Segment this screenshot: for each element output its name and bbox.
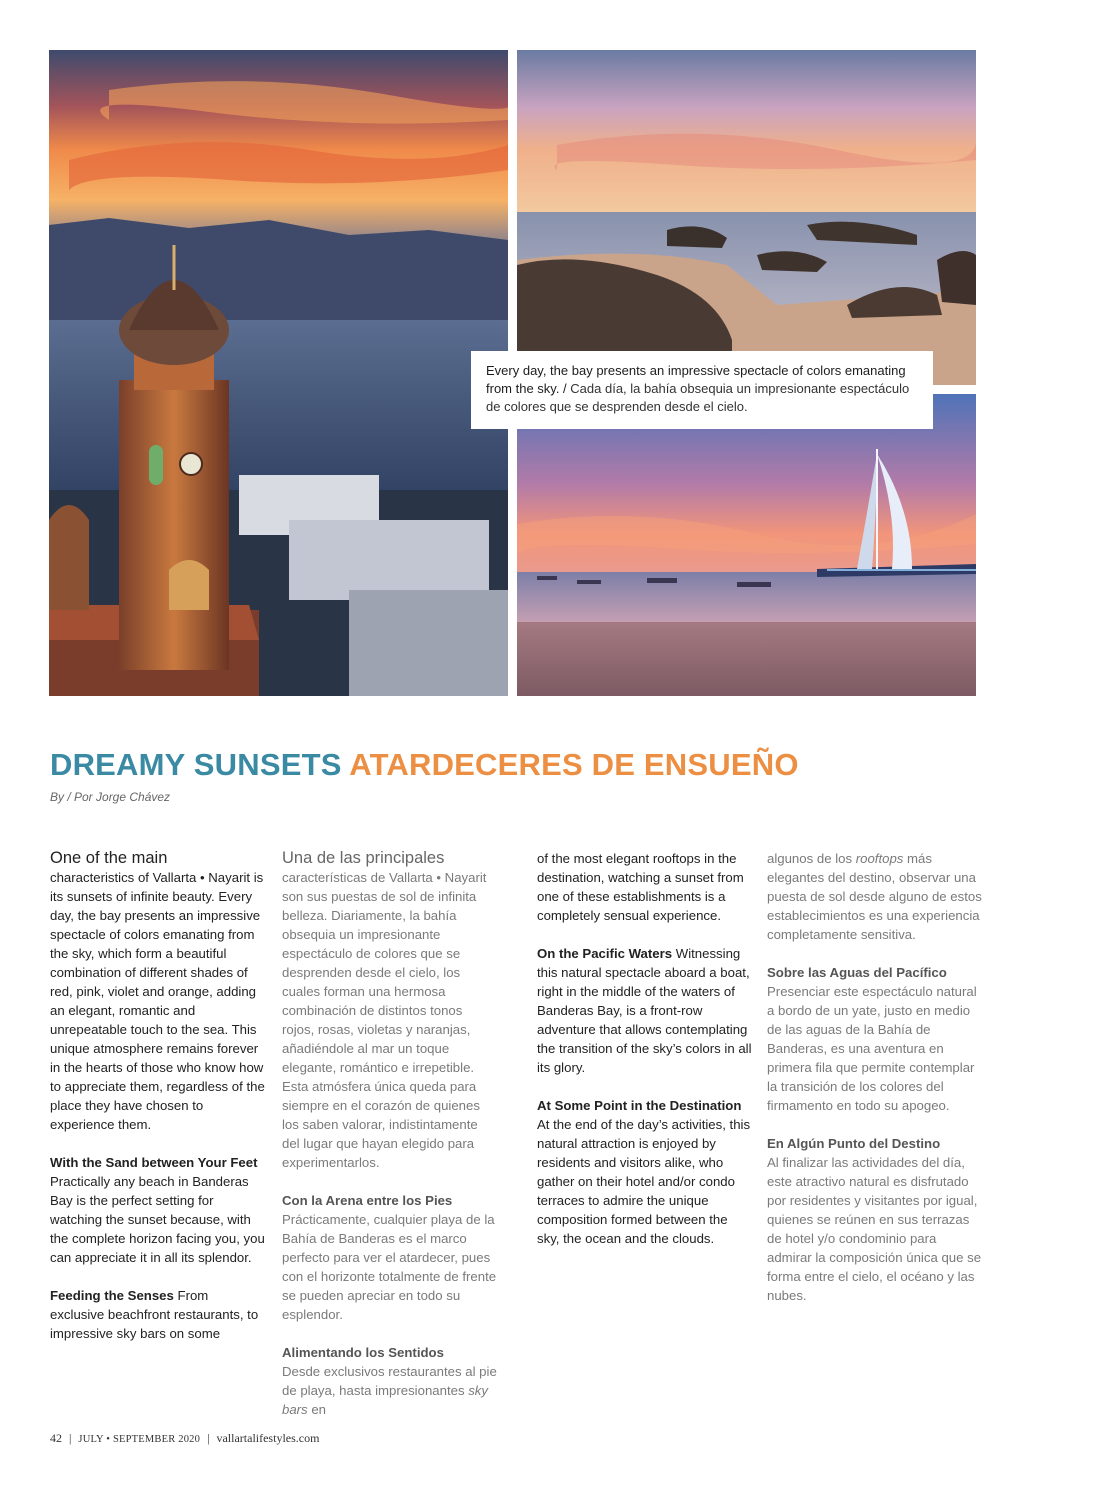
subheading: Con la Arena entre los Pies — [282, 1193, 453, 1208]
issue-date: JULY • SEPTEMBER 2020 — [78, 1434, 201, 1445]
page-footer — [50, 1431, 319, 1446]
paragraph-text: of the most elegant rooftops in the destination, watching a sunset from one of these establishments is a completely sensual experience. — [537, 851, 744, 923]
paragraph-text: Practically any beach in Banderas Bay is the perfect setting for watching the sunset because, with the complete horizon facing you, you can appreciate it in all its splendor. — [50, 1174, 265, 1265]
italic-term: sky bars — [282, 1383, 488, 1417]
subheading: At Some Point in the Destination — [537, 1098, 742, 1113]
column-english-1 — [50, 848, 265, 1362]
website-link[interactable]: vallartalifestyles.com — [216, 1431, 320, 1445]
paragraph-text: characteristics of Vallarta • Nayarit is its sunsets of infinite beauty. Every day, the bay presents an impressive spectacle of colors emanating from the sky, which form a beautiful combination of different shades of red, pink, violet and orange, adding an elegant, romantic and unrepeatable touch to the sea. This unique atmosphere remains forever in the hearts of those who know how to appreciate them, regardless of the place they have chosen to experience them. — [50, 870, 265, 1132]
church-sunset-photo — [49, 50, 508, 696]
subheading: On the Pacific Waters — [537, 946, 673, 961]
column-english-2 — [537, 849, 752, 1267]
column-spanish-2 — [767, 849, 982, 1324]
rocky-beach-sunset-photo — [517, 50, 976, 385]
paragraph-text: Witnessing this natural spectacle aboard a boat, right in the middle of the waters of Banderas Bay, is a front-row adventure that allows contemplating the transition of the sky’s colors in all its glory. — [537, 946, 752, 1075]
title-spanish: ATARDECERES DE ENSUEÑO — [349, 747, 799, 782]
paragraph-text: Presenciar este espectáculo natural a bordo de un yate, justo en medio de las aguas de la Bahía de Banderas, es una aventura en primera fila que permite contemplar la transición de los colores del firmamento en todo su apogeo. — [767, 984, 977, 1113]
subheading: En Algún Punto del Destino — [767, 1136, 941, 1151]
paragraph — [282, 848, 497, 1172]
paragraph — [537, 1096, 752, 1248]
paragraph-text: Desde exclusivos restaurantes al pie de playa, hasta impresionantes — [282, 1364, 497, 1398]
subheading: With the Sand between Your Feet — [50, 1155, 258, 1170]
paragraph — [767, 963, 982, 1115]
paragraph-text: At the end of the day’s activities, this natural attraction is enjoyed by residents and visitors alike, who gather on their hotel and/or condo terraces to admire the unique composition formed between the sky, the ocean and the clouds. — [537, 1117, 751, 1246]
paragraph-text: Prácticamente, cualquier playa de la Bahía de Banderas es el marco perfecto para ver el atardecer, pues con el horizonte totalmente de frente se pueden apreciar en todo su esplendor. — [282, 1212, 497, 1322]
paragraph-text: más elegantes del destino, observar una puesta de sol desde alguno de estos establecimientos es una experiencia completamente sensitiva. — [767, 851, 982, 942]
separator: | — [207, 1431, 210, 1445]
italic-term: rooftops — [855, 851, 904, 866]
paragraph-text: algunos de los — [767, 851, 856, 866]
paragraph — [282, 1343, 497, 1419]
paragraph — [767, 849, 982, 944]
paragraph — [767, 1134, 982, 1305]
paragraph-text: en — [307, 1402, 326, 1417]
page-number: 42 — [50, 1431, 62, 1445]
pier-sunset-photo — [517, 394, 976, 696]
paragraph — [50, 1286, 265, 1343]
lead-in: One of the main — [50, 849, 168, 867]
paragraph — [537, 944, 752, 1077]
paragraph-text: Al finalizar las actividades del día, este atractivo natural es disfrutado por residentes y visitantes por igual, quienes se reúnen en sus terrazas de hotel y/o condominio para admirar la composición única que se forma entre el cielo, el océano y las nubes. — [767, 1155, 982, 1303]
paragraph-text: From exclusive beachfront restaurants, to impressive sky bars on some — [50, 1288, 259, 1341]
article-title — [50, 747, 799, 783]
byline: By / Por Jorge Chávez — [50, 790, 171, 804]
paragraph — [50, 848, 265, 1134]
caption-english: Every day, the bay presents an impressive spectacle of colors emanating from the sky. / — [486, 363, 906, 396]
title-english: DREAMY SUNSETS — [50, 747, 342, 782]
photo-caption — [471, 351, 933, 429]
subheading: Sobre las Aguas del Pacífico — [767, 965, 947, 980]
paragraph — [50, 1153, 265, 1267]
caption-spanish: Cada día, la bahía obsequia un impresionante espectáculo de colores que se desprenden desde el cielo. — [486, 381, 910, 414]
paragraph — [537, 849, 752, 925]
paragraph — [282, 1191, 497, 1324]
column-spanish-1 — [282, 848, 497, 1438]
paragraph-text: características de Vallarta • Nayarit son sus puestas de sol de infinita belleza. Diariamente, la bahía obsequia un impresionante espectáculo de colores que se desprenden desde el cielo, los cuales forman una hermosa combinación de distintos tonos rojos, rosas, violetas y naranjas, añadiéndole al mar un toque elegante, romántico e irrepetible. Esta atmósfera única queda para siempre en el corazón de quienes los saben valorar, indistintamente del lugar que hayan elegido para experimentarlos. — [282, 870, 487, 1170]
lead-in: Una de las principales — [282, 849, 445, 867]
subheading: Feeding the Senses — [50, 1288, 174, 1303]
subheading: Alimentando los Sentidos — [282, 1345, 444, 1360]
separator: | — [69, 1431, 72, 1445]
